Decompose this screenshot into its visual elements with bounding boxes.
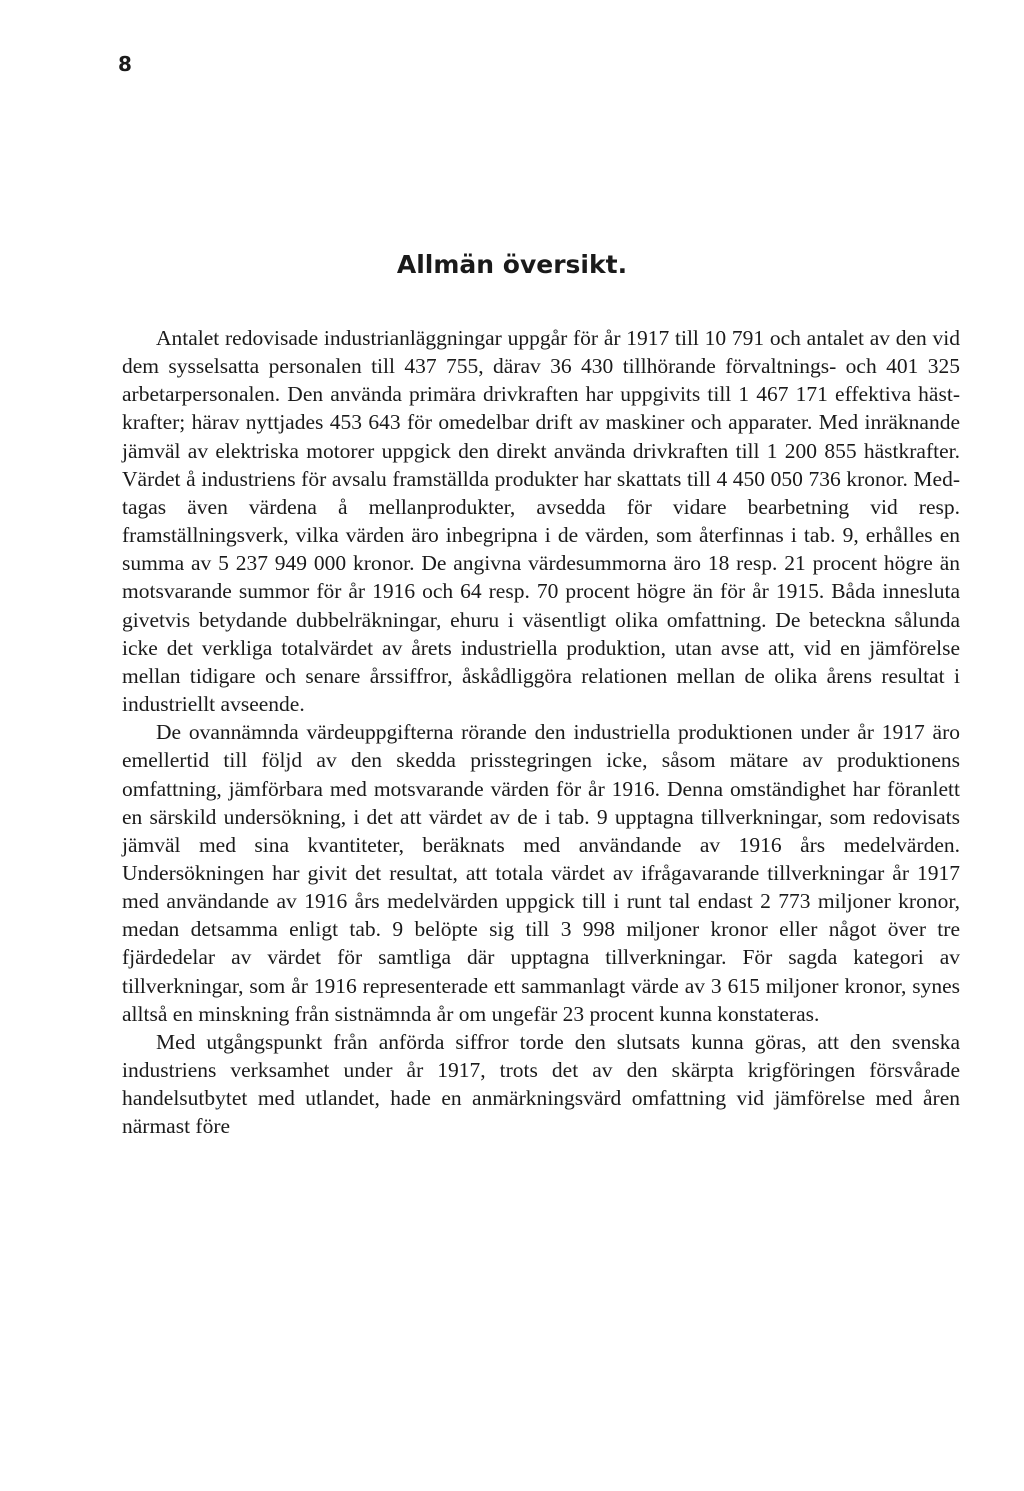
paragraph-2: De ovannämnda värdeuppgifterna rörande den industriella produktionen under år 1917 äro emellertid till följd av den skedda prisstegringen icke, såsom mätare av produktionens omfattning, jämförbara med motsvarande värden för år 1916. Denna omständighet har föranlett en särskild undersökning, i det att värdet av de i tab. 9 upptagna tillverkningar, som redovisats jämväl med sina kvantiteter, beräknats med användande av 1916 års medelvärden. Undersökningen har givit det resultat, att totala värdet av ifrågavarande tillverkningar år 1917 med användande av 1916 års medelvärden uppgick till i runt tal endast 2 773 miljoner kronor, medan detsamma enligt tab. 9 belöpte sig till 3 998 miljoner kronor eller något över tre fjärdedelar av värdet för samtliga där upptagna tillverkningar. För sagda kategori av tillverkningar, som år 1916 representerade ett sammanlagt värde av 3 615 miljoner kronor, synes alltså en minskning från sistnämnda år om ungefär 23 procent kunna konstateras.: [122, 720, 960, 1026]
paragraph-1: Antalet redovisade industrianläggningar uppgår för år 1917 till 10 791 och antalet av den vid dem sysselsatta personalen till 437 755, därav 36 430 tillhörande förvaltnings- och 401 325 arbetarpersonalen. Den använda primära drivkraften har uppgivits till 1 467 171 effektiva hästkrafter; härav nyttjades 453 643 för omedelbar drift av maskiner och apparater. Med inräknande jämväl av elektriska motorer uppgick den direkt använda drivkraften till 1 200 855 hästkrafter. Värdet å industriens för avsalu framställda produkter har skattats till 4 450 050 736 kronor. Medtagas även värdena å mellanprodukter, avsedda för vidare bearbetning vid resp. framställningsverk, vilka värden äro inbegripna i de värden, som återfinnas i tab. 9, erhålles en summa av 5 237 949 000 kronor. De angivna värdesummorna äro 18 resp. 21 procent högre än motsvarande summor för år 1916 och 64 resp. 70 procent högre än för år 1915. Båda innesluta givetvis betydande dubbelräkningar, ehuru i väsentligt olika omfattning. De beteckna sålunda icke det verkliga totalvärdet av årets industriella produktion, utan avse att, vid en jämförelse mellan tidigare och senare årssiffror, åskådliggöra relationen mellan de olika årens resultat i industriellt avseende.: [122, 326, 960, 717]
paragraph-3: Med utgångspunkt från anförda siffror torde den slutsats kunna göras, att den svenska industriens verksamhet under år 1917, trots det av den skärpta krigföringen försvårade handelsutbytet med utlandet, hade en anmärkningsvärd omfattning vid jämförelse med åren närmast före: [122, 1029, 960, 1139]
page-number: 8: [118, 52, 132, 76]
section-heading: Allmän översikt.: [396, 250, 628, 279]
body-text: [122, 324, 960, 1141]
